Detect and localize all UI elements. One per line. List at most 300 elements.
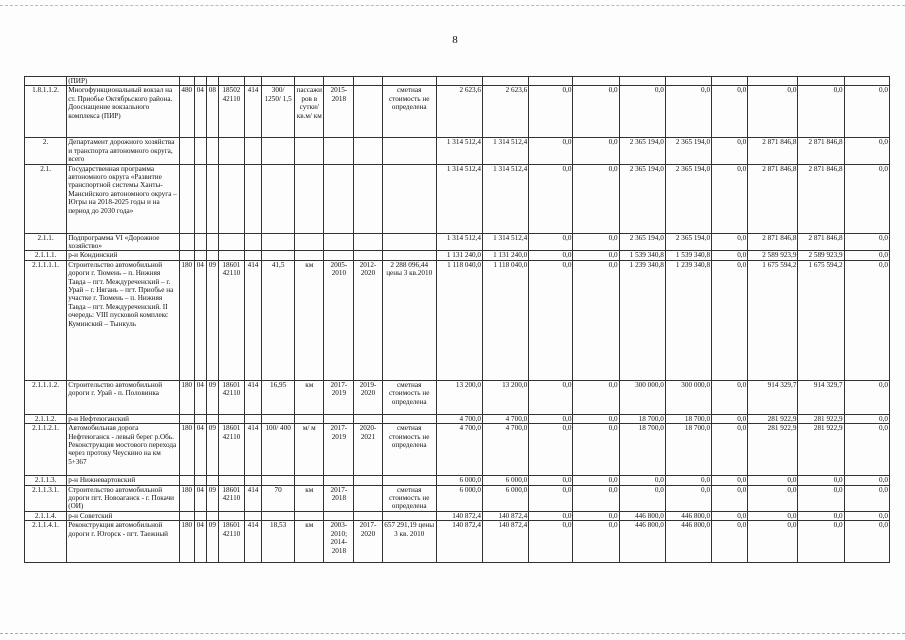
cell-c3: 08 [206,86,218,138]
cell-cost [382,233,436,251]
cell-c5 [244,164,261,233]
cell-start [324,511,354,520]
cell-end: 2012-2020 [354,260,382,380]
cell-c4 [218,77,244,86]
cell-cap [262,233,295,251]
cell-end [354,511,382,520]
cell-v8: 0,0 [748,485,798,511]
cell-v10: 0,0 [844,251,889,260]
cell-v1: 2 623,6 [436,86,482,138]
cell-v5: 0,0 [619,476,665,485]
cell-c2 [194,414,206,423]
cell-v5: 2 365 194,0 [619,233,665,251]
cell-v7: 0,0 [712,251,748,260]
cell-v9: 0,0 [798,485,844,511]
cell-v6: 0,0 [665,485,711,511]
cell-v7: 0,0 [712,164,748,233]
cell-c4: 18502 42110 [218,86,244,138]
cell-v9: 2 589 923,9 [798,251,844,260]
cell-c5: 414 [244,521,261,563]
cell-v9: 281 922,9 [798,424,844,476]
cell-v10: 0,0 [844,260,889,380]
cell-v3: 0,0 [529,521,573,563]
cell-start [324,164,354,233]
cell-v2: 6 000,0 [483,485,529,511]
cell-name: Государственная программа автономного округа «Развитие транспортной системы Ханты-Мансийского автономного округа – Югры на 2018-2025 годы и на период до 2030 года» [67,164,180,233]
cell-v3: 0,0 [529,251,573,260]
cell-c2: 04 [194,380,206,414]
cell-c1: 180 [179,260,194,380]
cell-v10: 0,0 [844,138,889,164]
cell-v1: 6 000,0 [436,476,482,485]
cell-v1: 4 700,0 [436,424,482,476]
cell-c4 [218,414,244,423]
cell-c1: 180 [179,485,194,511]
cell-v6: 18 700,0 [665,424,711,476]
cell-end [354,233,382,251]
cell-name: р-н Советский [67,511,180,520]
cell-v3: 0,0 [529,380,573,414]
cell-name: Строительство автомобильной дороги пгт. Новоаганск - г. Покачи (ОИ) [67,485,180,511]
table-row [25,251,890,260]
cell-v10: 0,0 [844,511,889,520]
cell-cost: сметная стоимость не определена [382,424,436,476]
cell-v2: 1 131 240,0 [483,251,529,260]
cell-c4 [218,511,244,520]
cell-c1 [179,251,194,260]
cell-v4: 0,0 [573,138,619,164]
cell-v10: 0,0 [844,86,889,138]
cell-code: 2.1.1.4.1. [25,521,67,563]
cell-v2: 1 314 512,4 [483,138,529,164]
table-row [25,380,890,414]
table-row [25,476,890,485]
cell-v3: 0,0 [529,260,573,380]
cell-v5: 18 700,0 [619,424,665,476]
cell-v7: 0,0 [712,424,748,476]
cell-start: 2017-2019 [324,424,354,476]
cell-v4: 0,0 [573,521,619,563]
cell-v6: 2 365 194,0 [665,138,711,164]
cell-v5: 300 000,0 [619,380,665,414]
table-row [25,138,890,164]
cell-c2: 04 [194,521,206,563]
cell-v7: 0,0 [712,138,748,164]
cell-c1 [179,511,194,520]
cell-c2: 04 [194,260,206,380]
cell-cap: 16,95 [262,380,295,414]
table-row [25,485,890,511]
cell-unit [295,511,324,520]
cell-unit [295,138,324,164]
cell-v9: 1 675 594,2 [798,260,844,380]
cell-cap [262,138,295,164]
cell-c5 [244,476,261,485]
cell-v1: 6 000,0 [436,485,482,511]
cell-v8: 914 329,7 [748,380,798,414]
cell-v6: 0,0 [665,476,711,485]
cell-v7: 0,0 [712,521,748,563]
cell-v4: 0,0 [573,86,619,138]
cell-end: 2019-2020 [354,380,382,414]
cell-name: Строительство автомобильной дороги г. Тюмень – п. Нижняя Тавда – пгт. Междуреченский – г. Урай – г. Нягань – пгт. Приобье на участке г. Тюмень – п. Нижняя Тавда – пгт. Междуреченский. II очередь: VIII пусковой комплекс Куминский – Тынкуль [67,260,180,380]
cell-unit [295,233,324,251]
cell-v8: 2 589 923,9 [748,251,798,260]
cell-c5 [244,414,261,423]
cell-cost: 2 288 096,44 цены 3 кв.2010 [382,260,436,380]
cell-v4: 0,0 [573,233,619,251]
cell-v4: 0,0 [573,511,619,520]
cell-c4: 18601 42110 [218,260,244,380]
cell-v9: 0,0 [798,511,844,520]
cell-c3: 09 [206,424,218,476]
cell-v3: 0,0 [529,164,573,233]
cell-code: 2.1.1.2.1. [25,424,67,476]
cell-c4 [218,251,244,260]
cell-c5: 414 [244,86,261,138]
cell-c1: 480 [179,86,194,138]
cell-c4 [218,164,244,233]
cell-v10: 0,0 [844,485,889,511]
cell-v8: 281 922,9 [748,424,798,476]
cell-end [354,164,382,233]
table-row [25,86,890,138]
cell-v1: 1 118 040,0 [436,260,482,380]
cell-v9 [798,77,844,86]
cell-v10 [844,77,889,86]
cell-start [324,414,354,423]
cell-c3: 09 [206,485,218,511]
cell-v6: 446 800,0 [665,511,711,520]
cell-v8: 281 922,9 [748,414,798,423]
cell-code: 2.1.1.3.1. [25,485,67,511]
cell-c3: 09 [206,380,218,414]
table-row [25,233,890,251]
table-row [25,260,890,380]
cell-c2 [194,233,206,251]
cell-name: Строительство автомобильной дороги г. Урай - п. Половинка [67,380,180,414]
cell-end [354,485,382,511]
cell-c1 [179,476,194,485]
cell-c2 [194,511,206,520]
cell-v5: 2 365 194,0 [619,138,665,164]
cell-c3 [206,511,218,520]
cell-v8: 0,0 [748,476,798,485]
cell-v4: 0,0 [573,251,619,260]
table-row [25,77,890,86]
cell-v7: 0,0 [712,414,748,423]
cell-v6: 1 239 340,8 [665,260,711,380]
cell-c2 [194,77,206,86]
cell-v4: 0,0 [573,164,619,233]
cell-v3: 0,0 [529,476,573,485]
cell-v8: 2 871 846,8 [748,138,798,164]
cell-v2: 1 118 040,0 [483,260,529,380]
cell-c3 [206,164,218,233]
page-number: 8 [452,34,458,46]
cell-v2: 4 700,0 [483,424,529,476]
cell-v2: 1 314 512,4 [483,233,529,251]
cell-v10: 0,0 [844,380,889,414]
cell-name: Реконструкция автомобильной дороги г. Югорск - пгт. Таежный [67,521,180,563]
cell-v3: 0,0 [529,138,573,164]
cell-c3 [206,414,218,423]
cell-v10: 0,0 [844,424,889,476]
cell-start [324,138,354,164]
cell-v1: 1 314 512,4 [436,164,482,233]
cell-c5 [244,233,261,251]
cell-start: 2005-2010 [324,260,354,380]
cell-v3: 0,0 [529,485,573,511]
cell-v3: 0,0 [529,511,573,520]
cell-v8: 0,0 [748,511,798,520]
cell-v5: 1 239 340,8 [619,260,665,380]
cell-v7: 0,0 [712,233,748,251]
cell-cost [382,511,436,520]
cell-v2: 13 200,0 [483,380,529,414]
cell-c5: 414 [244,260,261,380]
cell-v7: 0,0 [712,260,748,380]
cell-v2: 140 872,4 [483,511,529,520]
cell-v1: 1 314 512,4 [436,138,482,164]
cell-v10: 0,0 [844,164,889,233]
cell-v9: 0,0 [798,86,844,138]
cell-v2: 2 623,6 [483,86,529,138]
table-row [25,521,890,563]
cell-name: р-н Нефтеюганский [67,414,180,423]
cell-unit [295,164,324,233]
cell-code: 2.1.1.1.1. [25,260,67,380]
cell-code: 2.1.1.2. [25,414,67,423]
cell-v6: 446 800,0 [665,521,711,563]
cell-unit: км [295,260,324,380]
cell-name: Подпрограмма VI «Дорожное хозяйство» [67,233,180,251]
cell-v6: 1 539 340,8 [665,251,711,260]
cell-v9: 2 871 846,8 [798,164,844,233]
cell-unit: км [295,521,324,563]
cell-code: 2.1.1.1. [25,251,67,260]
cell-v7: 0,0 [712,476,748,485]
cell-cost [382,251,436,260]
cell-v5: 18 700,0 [619,414,665,423]
cell-unit: пассажи ров в сутки/ кв.м/ км [295,86,324,138]
cell-code: 2.1.1.3. [25,476,67,485]
cell-name: р-н Кондинский [67,251,180,260]
cell-v9: 0,0 [798,476,844,485]
cell-c4: 18601 42110 [218,485,244,511]
cell-c2: 04 [194,424,206,476]
cell-v1: 140 872,4 [436,521,482,563]
cell-v1: 13 200,0 [436,380,482,414]
cell-c2 [194,138,206,164]
cell-cost: сметная стоимость не определена [382,86,436,138]
cell-v1 [436,77,482,86]
cell-v3: 0,0 [529,424,573,476]
cell-v7: 0,0 [712,511,748,520]
cell-name: р-н Нижневартовский [67,476,180,485]
cell-c2 [194,164,206,233]
cell-name: Автомобильная дорога Нефтеюганск - левый берег р.Обь. Реконструкция мостового перехода через протоку Чеускино на км 5+367 [67,424,180,476]
scan-edge-bottom [0,633,905,634]
cell-c3 [206,138,218,164]
cell-c5 [244,138,261,164]
cell-c2: 04 [194,485,206,511]
cell-unit: км [295,380,324,414]
cell-cap: 18,53 [262,521,295,563]
scan-edge-top [0,5,905,6]
cell-cost: сметная стоимость не определена [382,380,436,414]
cell-cost [382,476,436,485]
cell-c5: 414 [244,485,261,511]
cell-v4: 0,0 [573,414,619,423]
cell-cost: сметная стоимость не определена [382,485,436,511]
cell-v7: 0,0 [712,485,748,511]
cell-cost [382,414,436,423]
cell-unit [295,476,324,485]
cell-v3: 0,0 [529,86,573,138]
cell-v9: 0,0 [798,521,844,563]
cell-cap [262,414,295,423]
cell-c1 [179,77,194,86]
cell-name: (ПИР) [67,77,180,86]
cell-v5 [619,77,665,86]
cell-cap: 70 [262,485,295,511]
cell-c1 [179,164,194,233]
cell-code: 2.1.1. [25,233,67,251]
cell-c3 [206,476,218,485]
cell-c2 [194,476,206,485]
cell-v5: 446 800,0 [619,511,665,520]
cell-c4: 18601 42110 [218,521,244,563]
cell-v10: 0,0 [844,476,889,485]
cell-c3: 09 [206,521,218,563]
cell-cap: 41,5 [262,260,295,380]
cell-c3 [206,233,218,251]
cell-cap: 100/ 400 [262,424,295,476]
cell-code: 2.1.1.1.2. [25,380,67,414]
cell-cap: 300/ 1250/ 1,5 [262,86,295,138]
cell-v2: 6 000,0 [483,476,529,485]
cell-v7: 0,0 [712,86,748,138]
cell-v9: 2 871 846,8 [798,233,844,251]
cell-end [354,251,382,260]
cell-cost [382,138,436,164]
cell-code: 2.1.1.4. [25,511,67,520]
budget-table [24,76,890,563]
cell-c2 [194,251,206,260]
cell-v6: 2 365 194,0 [665,233,711,251]
cell-cap [262,511,295,520]
cell-v1: 4 700,0 [436,414,482,423]
cell-c3 [206,77,218,86]
cell-v10: 0,0 [844,521,889,563]
cell-c5 [244,511,261,520]
cell-end [354,414,382,423]
cell-end [354,77,382,86]
cell-start [324,476,354,485]
cell-v10: 0,0 [844,414,889,423]
cell-v6 [665,77,711,86]
cell-v4: 0,0 [573,380,619,414]
cell-v4: 0,0 [573,424,619,476]
cell-c1: 180 [179,380,194,414]
cell-c1 [179,414,194,423]
cell-c1: 180 [179,521,194,563]
cell-start [324,233,354,251]
cell-end: 2017-2020 [354,521,382,563]
cell-code [25,77,67,86]
cell-c5: 414 [244,424,261,476]
cell-c4 [218,233,244,251]
cell-v5: 1 539 340,8 [619,251,665,260]
cell-v1: 140 872,4 [436,511,482,520]
cell-v2: 4 700,0 [483,414,529,423]
cell-v2: 140 872,4 [483,521,529,563]
table-row [25,424,890,476]
cell-start: 2003-2010; 2014-2018 [324,521,354,563]
cell-v6: 2 365 194,0 [665,164,711,233]
cell-c3: 09 [206,260,218,380]
cell-c5 [244,251,261,260]
cell-cost [382,164,436,233]
cell-c1 [179,233,194,251]
cell-code: 1.8.1.1.2. [25,86,67,138]
cell-v3: 0,0 [529,414,573,423]
table-row [25,164,890,233]
cell-v1: 1 314 512,4 [436,233,482,251]
cell-end [354,138,382,164]
cell-c4 [218,138,244,164]
cell-v4 [573,77,619,86]
cell-end [354,86,382,138]
cell-v4: 0,0 [573,476,619,485]
cell-c5: 414 [244,380,261,414]
cell-start [324,77,354,86]
cell-c4 [218,476,244,485]
cell-v7 [712,77,748,86]
cell-cap [262,77,295,86]
cell-c3 [206,251,218,260]
cell-code: 2.1. [25,164,67,233]
cell-v7: 0,0 [712,380,748,414]
cell-v3: 0,0 [529,233,573,251]
cell-unit [295,414,324,423]
cell-v5: 0,0 [619,86,665,138]
cell-cap [262,476,295,485]
cell-v6: 0,0 [665,86,711,138]
cell-name: Департамент дорожного хозяйства и транспорта автономного округа, всего [67,138,180,164]
cell-v8: 0,0 [748,521,798,563]
cell-v8 [748,77,798,86]
cell-c1: 180 [179,424,194,476]
cell-v5: 2 365 194,0 [619,164,665,233]
cell-cap [262,164,295,233]
table-row [25,414,890,423]
cell-v10: 0,0 [844,233,889,251]
cell-v2: 1 314 512,4 [483,164,529,233]
cell-start [324,251,354,260]
cell-unit: км [295,485,324,511]
cell-v2 [483,77,529,86]
cell-v1: 1 131 240,0 [436,251,482,260]
cell-c4: 18601 42110 [218,380,244,414]
cell-v5: 0,0 [619,485,665,511]
cell-v6: 18 700,0 [665,414,711,423]
cell-v8: 1 675 594,2 [748,260,798,380]
table-body [25,77,890,563]
cell-v8: 2 871 846,8 [748,233,798,251]
cell-c2: 04 [194,86,206,138]
